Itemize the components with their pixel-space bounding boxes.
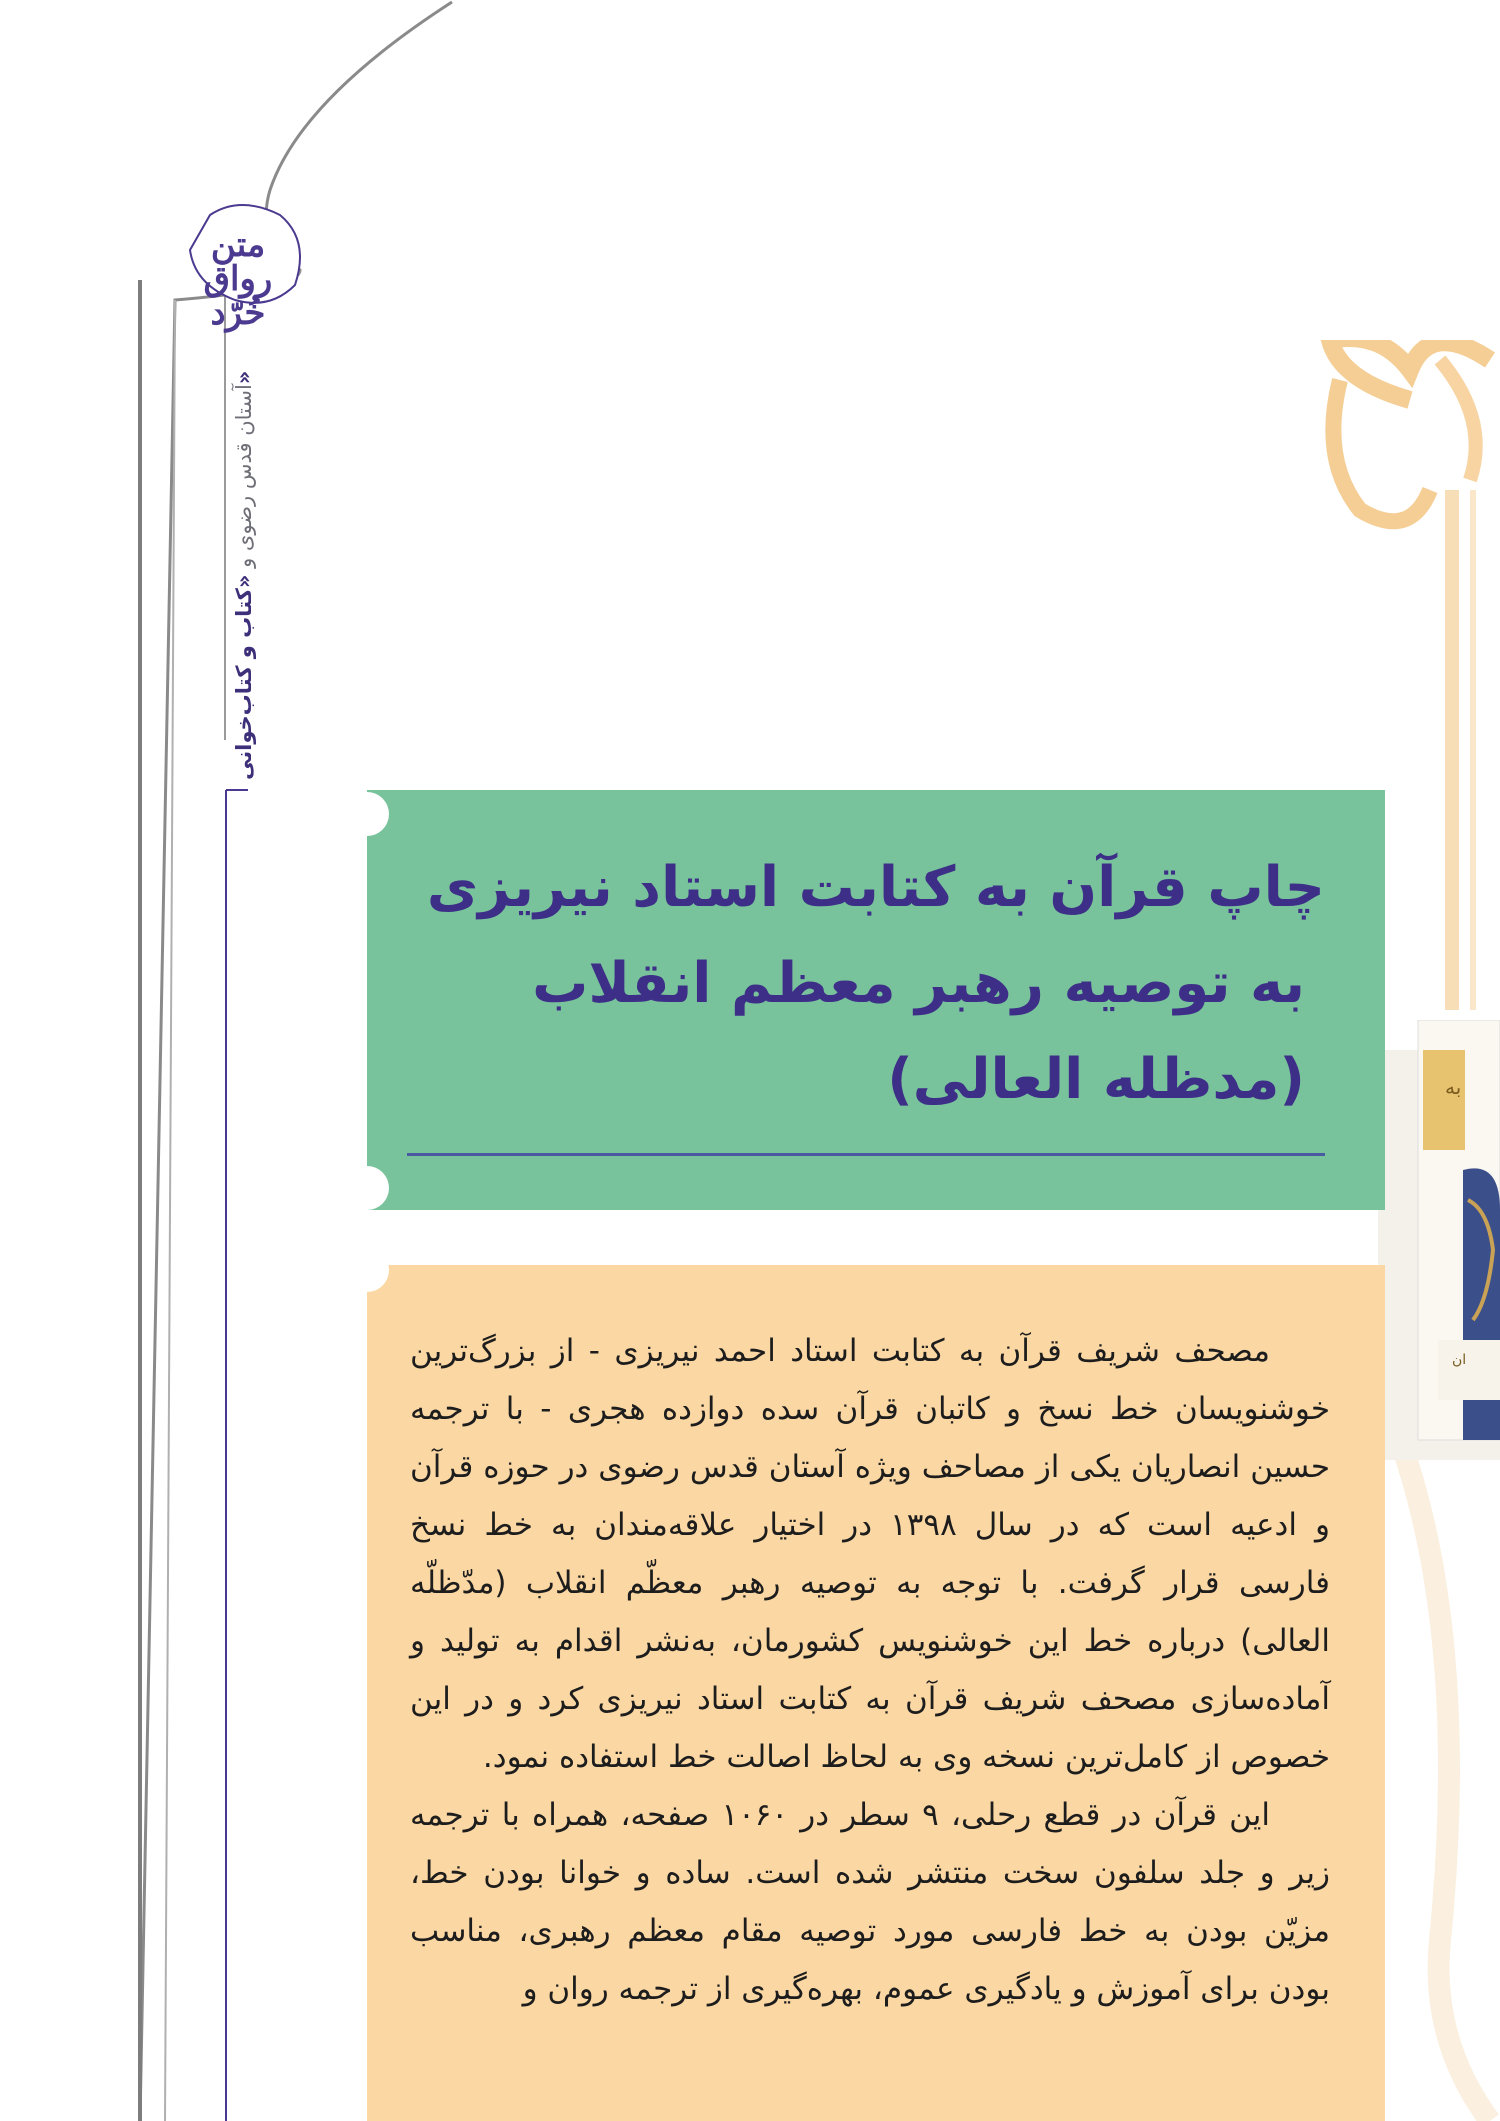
logo: متن رواق خُرّد (203, 225, 273, 333)
vertical-section-label (232, 360, 256, 780)
article-body (410, 1322, 1330, 2018)
paragraph-2: این قرآن در قطع رحلی، ۹ سطر در ۱۰۶۰ صفحه، همراه با ترجمه زیر و جلد سلفون سخت منتشر شده است. ساده و خوانا بودن خط، مزیّن بودن به خط فارسی مورد توصیه مقام معظم رهبری، مناسب بودن برای آموزش و یادگیری عموم، بهره‌گیری از ترجمه روان و (410, 1797, 1330, 2007)
title-line-1: چاپ قرآن به کتابت استاد نیریزی (426, 855, 1325, 920)
title-panel (367, 790, 1385, 1210)
title-line-2: به توصیه رهبر معظم انقلاب (532, 951, 1305, 1016)
vertical-label-bold: «کتاب و کتاب‌خوانی» (232, 370, 256, 780)
book-partial-label: ان (1452, 1352, 1467, 1368)
body-notch (345, 1248, 389, 1292)
book-publisher-mark: به (1445, 1075, 1462, 1099)
vertical-label-plain: آستان قدس رضوی و (232, 384, 256, 575)
title-notch-top (345, 792, 389, 836)
title-line-3: (مدظله العالی) (887, 1047, 1305, 1112)
article-title (425, 840, 1325, 1128)
title-notch-bottom (345, 1166, 389, 1210)
book-cover-image (1378, 1020, 1500, 1460)
title-divider (407, 1153, 1325, 1156)
paragraph-1: مصحف شریف قرآن به کتابت استاد احمد نیریزی - از بزرگ‌ترین خوشنویسان خط نسخ و کاتبان قرآن سده دوازده هجری - با ترجمه حسین انصاریان یکی از مصاحف ویژه آستان قدس رضوی در حوزه قرآن و ادعیه است که در سال ۱۳۹۸ در اختیار علاقه‌مندان به خط نسخ فارسی قرار گرفت. با توجه به توصیه رهبر معظّم انقلاب (مدّظلّه العالی) درباره خط این خوشنویس کشورمان، به‌نشر اقدام به تولید و آماده‌سازی مصحف شریف قرآن به کتابت استاد نیریزی کرد و در این خصوص از کامل‌ترین نسخه وی به لحاظ اصالت خط استفاده نمود. (410, 1333, 1330, 1775)
